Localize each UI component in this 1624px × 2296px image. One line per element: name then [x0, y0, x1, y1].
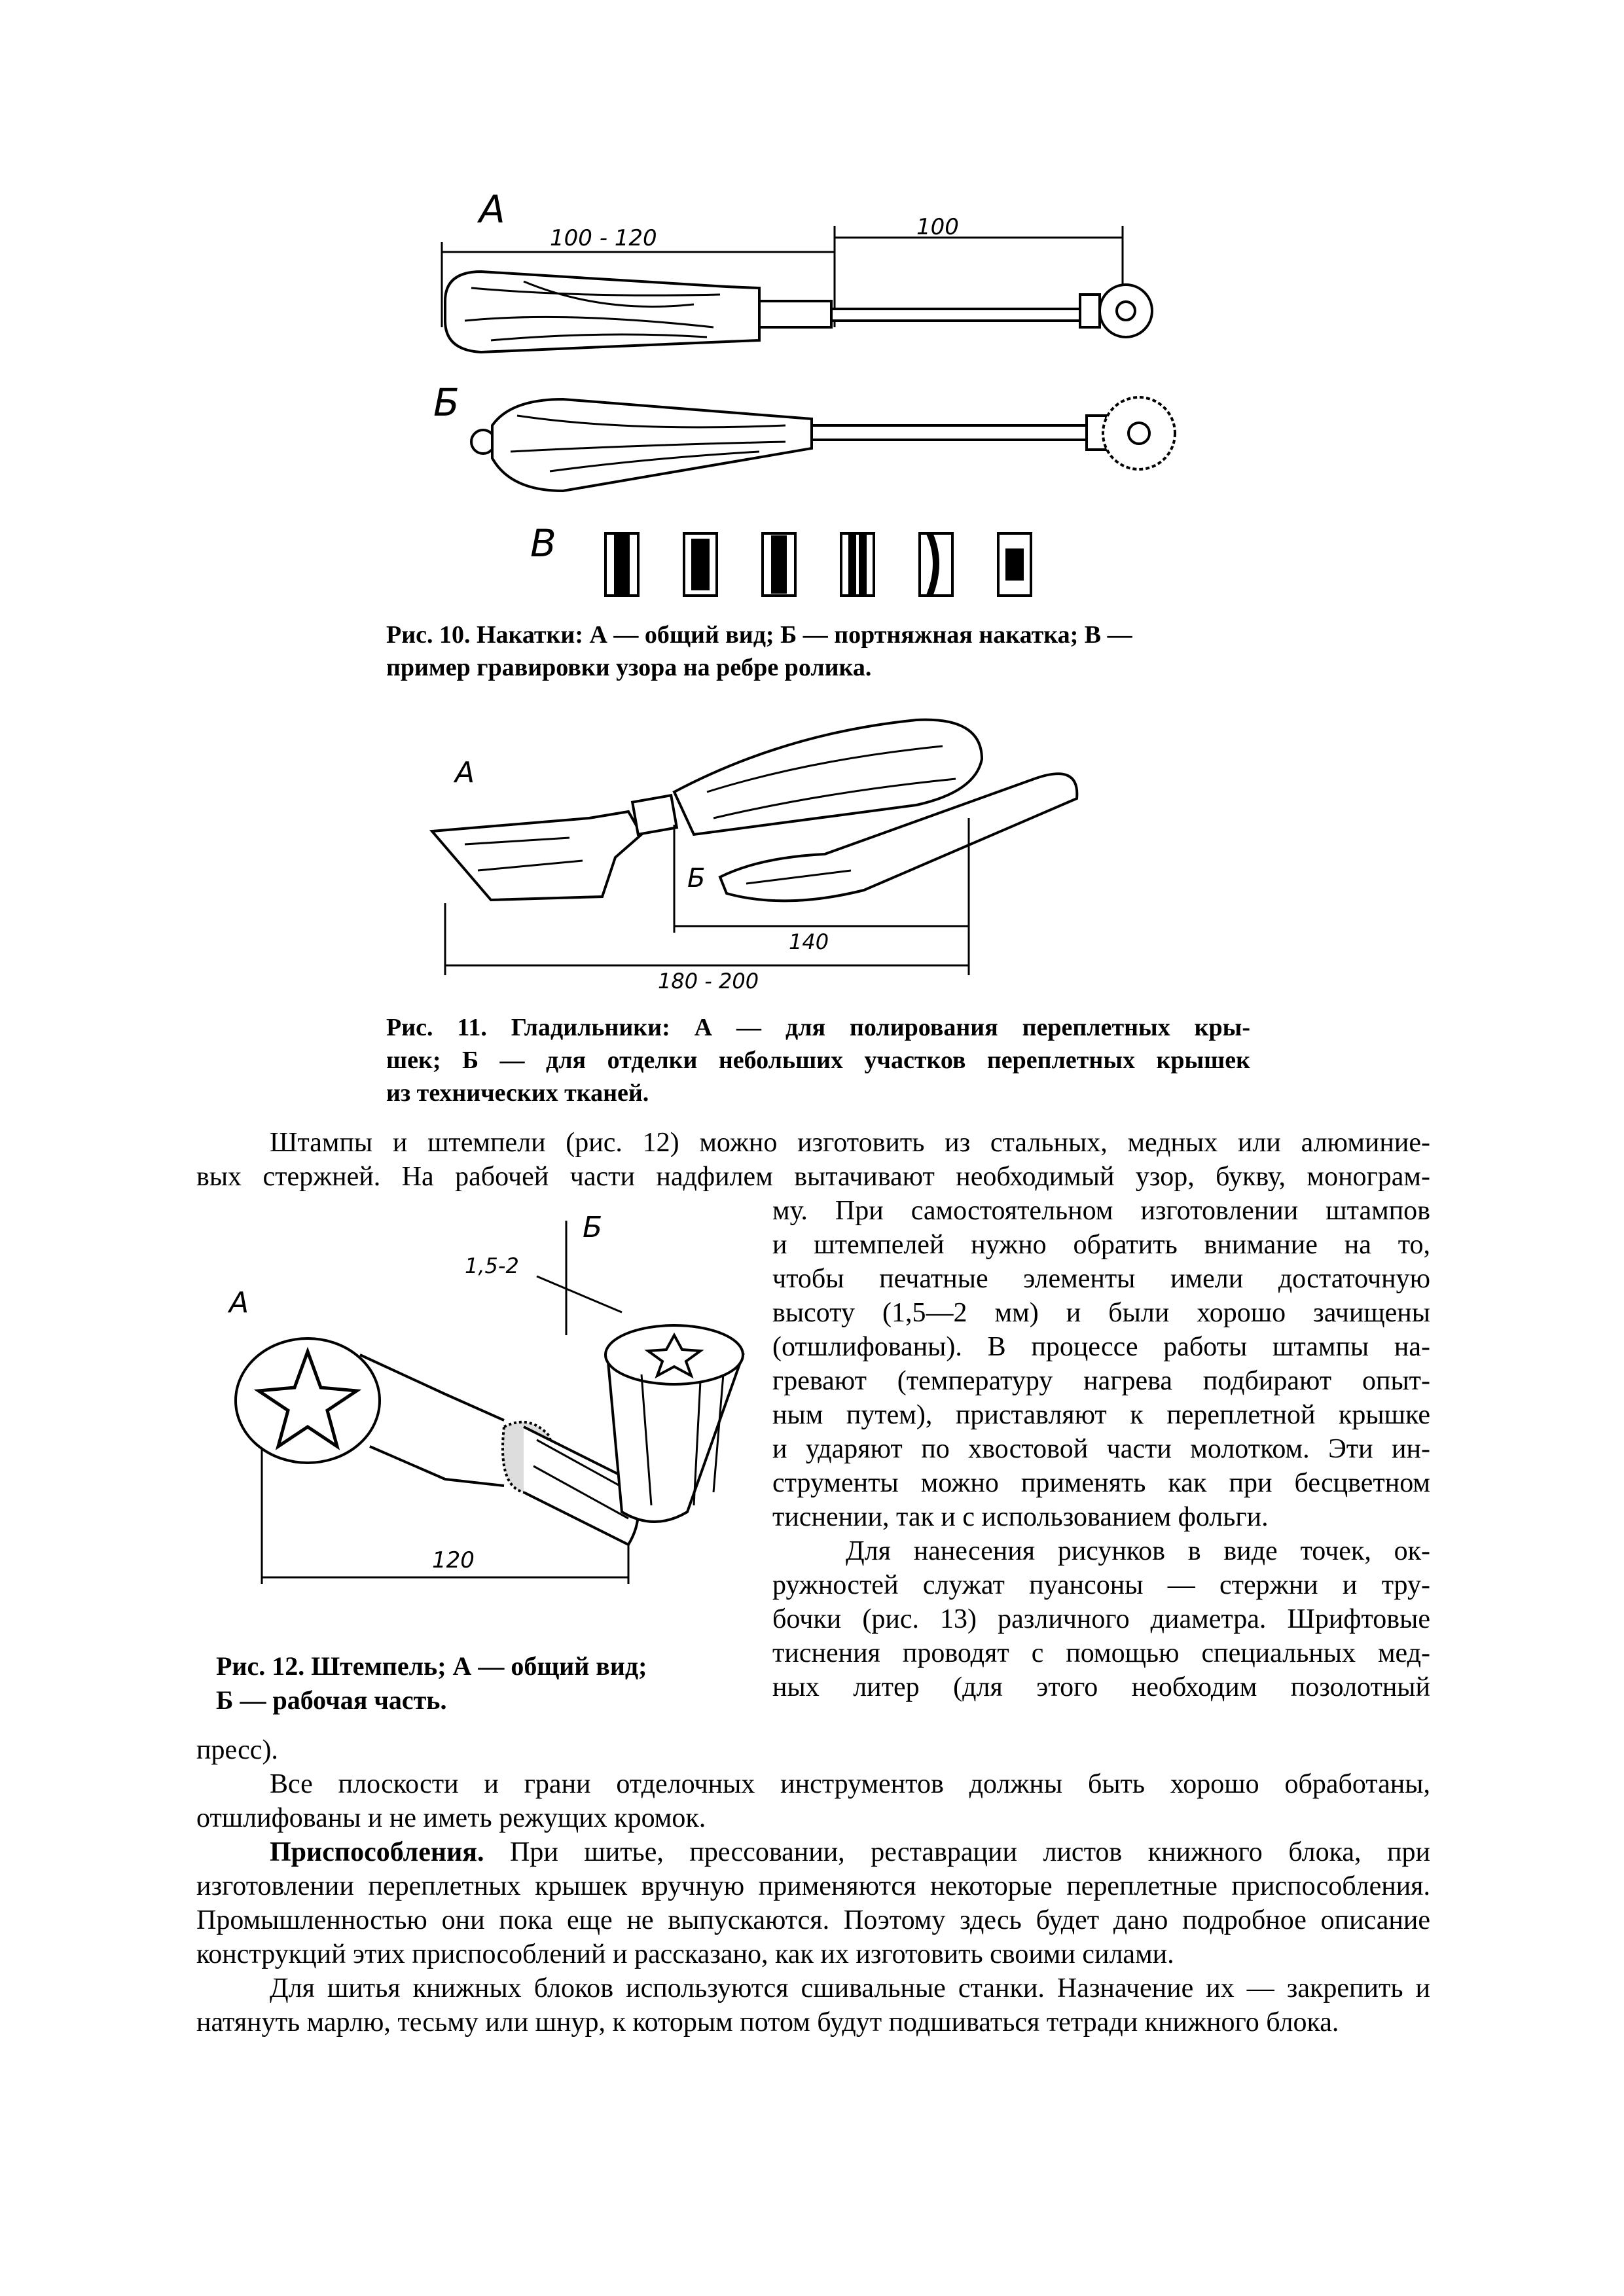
- fig12-caption-line2: Б — рабочая часть.: [216, 1685, 447, 1715]
- text-block-top: [196, 1126, 1430, 1194]
- figure-12: [196, 1204, 759, 1610]
- fig11-caption-line3: из технических тканей.: [386, 1079, 649, 1107]
- fig10-caption: [386, 619, 1250, 684]
- p3-text: Все плоскости и грани отделочных инструментов должны быть хорошо обработаны, отшлифованы и не иметь режущих кромок.: [196, 1769, 1430, 1833]
- fig11-label-b: Б: [687, 863, 706, 893]
- figure-10: [419, 187, 1191, 615]
- paragraph-4: [196, 1835, 1430, 1971]
- p1-line10: и ударяют по хвостовой части молотком. Эти ин-: [772, 1434, 1430, 1464]
- fig10-dim-handle: 100 - 120: [550, 225, 657, 251]
- p1-line8: гревают (температуру нагрева подбирают опыт-: [772, 1366, 1430, 1396]
- fig11-label-a: А: [455, 756, 475, 789]
- p1-line2: вых стержней. На рабочей части надфилем вытачивают необходимый узор, букву, монограм-: [196, 1162, 1430, 1192]
- fig11-caption-line2: шек; Б — для отделки небольших участков переплетных крышек: [386, 1047, 1250, 1074]
- fig12-caption-line1: Рис. 12. Штемпель; А — общий вид;: [216, 1651, 647, 1681]
- p1-line4: и штемпелей нужно обратить внимание на то,: [772, 1230, 1430, 1260]
- p1-line1: Штампы и штемпели (рис. 12) можно изготовить из стальных, медных или алюминие-: [270, 1128, 1430, 1158]
- fig12-label-b: Б: [583, 1211, 603, 1244]
- text-block-right-column: [772, 1194, 1430, 1704]
- fig10-label-v: В: [530, 521, 556, 565]
- fig11-dim-blade-b: 140: [789, 929, 829, 954]
- p2-line1: Для нанесения рисунков в виде точек, ок-: [846, 1536, 1430, 1566]
- text-block-bottom: [196, 1733, 1430, 2039]
- p4-text: При шитье, прессовании, реставрации листов книжного блока, при изготовлении переплетных крышек вручную применяются некоторые переплетные приспособления. Промышленностью они пока еще не выпускаются. Поэтому здесь будет дано подробное описание конструкций этих приспособлений и рассказано, как их изготовить своими силами.: [196, 1837, 1430, 1969]
- fig10-dim-shaft: 100: [916, 214, 959, 240]
- figure-11: [419, 720, 1218, 1001]
- fig10-label-a: А: [479, 187, 505, 232]
- paragraph-5: [196, 1971, 1430, 2039]
- p1-line5: чтобы печатные элементы имели достаточную: [772, 1264, 1430, 1294]
- p1-line6: высоту (1,5—2 мм) и были хорошо зачищены: [772, 1298, 1430, 1328]
- p1-line7: (отшлифованы). В процессе работы штампы на-: [772, 1332, 1430, 1362]
- fig12-caption: [216, 1649, 727, 1717]
- fig12-dim-length: 120: [432, 1547, 475, 1573]
- p2-line4: тиснения проводят с помощью специальных мед-: [772, 1638, 1430, 1668]
- p2-line3: бочки (рис. 13) различного диаметра. Шрифтовые: [772, 1604, 1430, 1634]
- fig11-dim-total: 180 - 200: [658, 969, 759, 994]
- p4-heading: Приспособления.: [270, 1837, 484, 1867]
- p1-line12: тиснении, так и с использованием фольги.: [772, 1502, 1269, 1532]
- p5-text: Для шитья книжных блоков используются сшивальные станки. Назначение их — закрепить и натянуть марлю, тесьму или шнур, к которым потом будут подшиваться тетради книжного блока.: [196, 1973, 1430, 2037]
- stamp-b-drawing: [605, 1325, 743, 1522]
- fig12-dim-depth: 1,5-2: [465, 1253, 519, 1278]
- fig11-caption: [386, 1011, 1250, 1109]
- tool-a-drawing: [445, 272, 1152, 352]
- fig10-caption-line1: Рис. 10. Накатки: А — общий вид; Б — портняжная накатка; В —: [386, 621, 1132, 649]
- paragraph-3: [196, 1767, 1430, 1835]
- fig10-label-b: Б: [433, 380, 460, 425]
- engraving-patterns: [605, 533, 1031, 596]
- tool-b-drawing: [471, 397, 1175, 491]
- p1-line3: му. При самостоятельном изготовлении штампов: [772, 1196, 1430, 1226]
- p2-line5: ных литер (для этого необходим позолотный: [772, 1672, 1430, 1702]
- stamp-a-drawing: [236, 1338, 638, 1545]
- p2-line6: пресс).: [196, 1735, 278, 1765]
- fig10-caption-line2: пример гравировки узора на ребре ролика.: [386, 654, 872, 681]
- p2-line2: ружностей служат пуансоны — стержни и тру-: [772, 1570, 1430, 1600]
- p1-line9: ным путем), приставляют к переплетной крышке: [772, 1400, 1430, 1430]
- p1-line11: струменты можно применять как при бесцветном: [772, 1468, 1430, 1498]
- fig12-label-a: А: [229, 1286, 249, 1319]
- fig11-caption-line1: Рис. 11. Гладильники: А — для полирования переплетных кры-: [386, 1014, 1250, 1041]
